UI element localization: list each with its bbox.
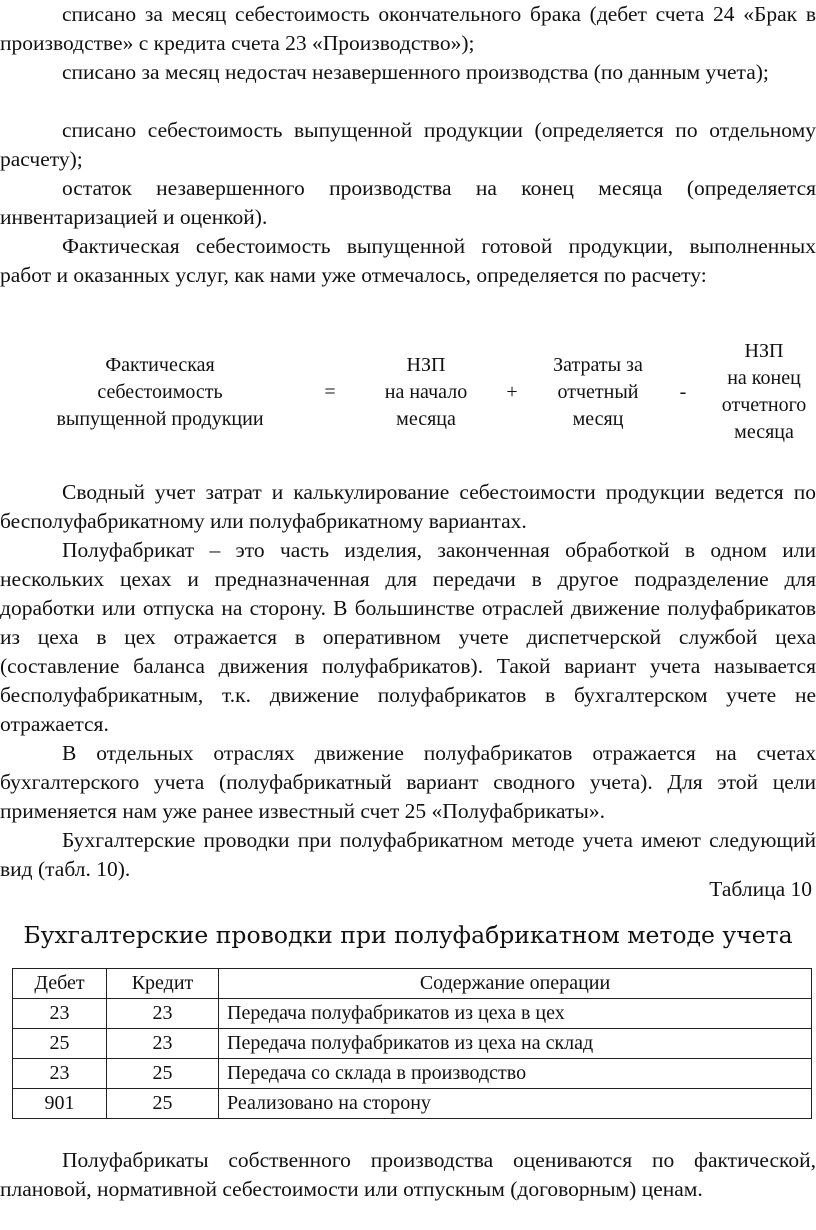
table-header-row bbox=[13, 969, 812, 999]
cell-operation: Передача полуфабрикатов из цеха в цех bbox=[219, 999, 812, 1029]
postings-table bbox=[12, 968, 812, 1119]
paragraph-defect-writeoff: списано за месяц себестоимость окончательного брака (дебет счета 24 «Брак в производстве» с кредита счета 23 «Производство»); bbox=[0, 2, 816, 55]
formula-left-term: Фактическая себестоимость выпущенной продукции bbox=[56, 354, 264, 430]
table-title: Бухгалтерские проводки при полуфабрикатном методе учета bbox=[23, 921, 793, 949]
cell-operation: Передача со склада в производство bbox=[219, 1059, 812, 1089]
formula-wip-end: НЗП на конец отчетного месяца bbox=[721, 340, 807, 443]
paragraph-valuation: Полуфабрикаты собственного производства оцениваются по фактической, плановой, нормативной себестоимости или отпускным (договорным) ценам. bbox=[0, 1148, 816, 1201]
paragraph-semifinished-accounts: В отдельных отраслях движение полуфабрикатов отражается на счетах бухгалтерского учета (полуфабрикатный вариант сводного учета). Для этой цели применяется нам уже ранее известный счет 25 «Полуфабрикаты». bbox=[0, 741, 816, 823]
table-row bbox=[13, 1029, 812, 1059]
cell-operation: Реализовано на сторону bbox=[219, 1089, 812, 1119]
paragraph-wip-balance: остаток незавершенного производства на конец месяца (определяется инвентаризацией и оценкой). bbox=[0, 176, 816, 229]
paragraph-summary-accounting: Сводный учет затрат и калькулирование себестоимости продукции ведется по бесполуфабрикатному или полуфабрикатному вариантах. bbox=[0, 480, 816, 533]
formula-equals: = bbox=[324, 381, 336, 403]
table-row bbox=[13, 1059, 812, 1089]
cell-operation: Передача полуфабрикатов из цеха на склад bbox=[219, 1029, 812, 1059]
header-credit: Кредит bbox=[107, 969, 219, 999]
paragraph-actual-cost: Фактическая себестоимость выпущенной готовой продукции, выполненных работ и оказанных услуг, как нами уже отмечалось, определяется по расчету: bbox=[0, 234, 816, 287]
paragraph-semifinished-definition: Полуфабрикат – это часть изделия, законченная обработкой в одном или нескольких цехах и предназначенная для передачи в другое подразделение для доработки или отпуска на сторону. В большинстве отраслей движение полуфабрикатов из цеха в цех отражается в оперативном учете диспетчерской службой цеха (составление баланса движения полуфабрикатов). Такой вариант учета называется бесполуфабрикатным, т.к. движение полуфабрикатов в бухгалтерском учете не отражается. bbox=[0, 538, 816, 736]
cell-credit: 23 bbox=[107, 999, 219, 1029]
table-label: Таблица 10 bbox=[709, 877, 812, 901]
cell-debit: 25 bbox=[13, 1029, 107, 1059]
cell-debit: 23 bbox=[13, 999, 107, 1029]
table-row bbox=[13, 1089, 812, 1119]
formula-plus: + bbox=[506, 381, 518, 403]
cell-credit: 25 bbox=[107, 1059, 219, 1089]
cost-formula bbox=[0, 338, 816, 450]
cell-credit: 23 bbox=[107, 1029, 219, 1059]
formula-period-costs: Затраты за отчетный месяц bbox=[553, 354, 643, 430]
header-operation: Содержание операции bbox=[219, 969, 812, 999]
formula-wip-start: НЗП на начало месяца bbox=[384, 354, 468, 430]
paragraph-shortage-writeoff: списано за месяц недостач незавершенного производства (по данным учета); bbox=[62, 60, 769, 84]
cell-debit: 901 bbox=[13, 1089, 107, 1119]
cell-debit: 23 bbox=[13, 1059, 107, 1089]
header-debit: Дебет bbox=[13, 969, 107, 999]
paragraph-table-reference: Бухгалтерские проводки при полуфабрикатном методе учета имеют следующий вид (табл. 10). bbox=[0, 828, 816, 881]
cell-credit: 25 bbox=[107, 1089, 219, 1119]
formula-minus: - bbox=[679, 381, 687, 403]
table-row bbox=[13, 999, 812, 1029]
paragraph-output-writeoff: списано себестоимость выпущенной продукции (определяется по отдельному расчету); bbox=[0, 118, 816, 171]
